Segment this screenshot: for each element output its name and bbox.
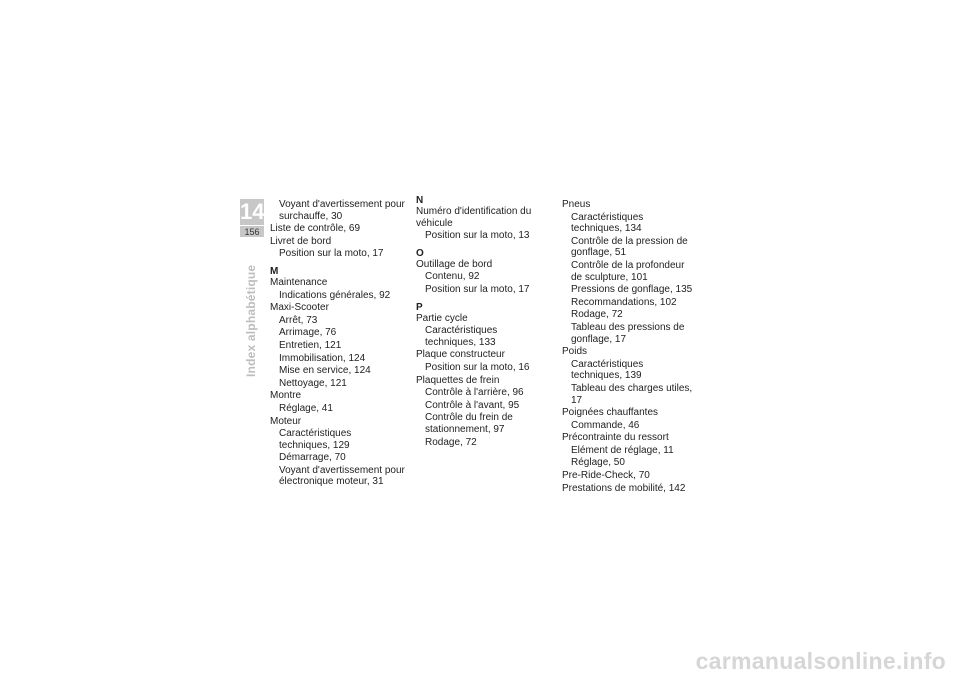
index-subentry: Rodage, 72: [571, 309, 623, 321]
index-entry: Pneus: [562, 199, 591, 210]
watermark: carmanualsonline.info: [695, 648, 946, 674]
index-subentry: Contrôle de la profondeur de sculpture, 101: [571, 259, 685, 283]
index-subentry: Position sur la moto, 16: [425, 361, 530, 373]
index-subentry: Elément de réglage, 11: [571, 444, 674, 456]
index-subentry: Mise en service, 124: [279, 365, 371, 377]
index-subentry: Position sur la moto, 17: [425, 283, 530, 295]
index-subentry: Caractéristiques techniques, 139: [571, 358, 644, 382]
index-subentry: Pressions de gonflage, 135: [571, 284, 693, 296]
index-letter-n: N: [416, 195, 424, 206]
index-subentry: Immobilisation, 124: [279, 352, 366, 364]
index-letter-p: P: [416, 301, 423, 313]
index-subentry: Contenu, 92: [425, 271, 480, 283]
index-entry: Partie cycle: [416, 312, 468, 324]
index-subentry: Voyant d'avertissement pour surchauffe, 30: [279, 199, 405, 222]
index-subentry: Contrôle à l'arrière, 96: [425, 387, 524, 399]
index-entry: Outillage de bord: [416, 258, 493, 270]
index-subentry: Entretien, 121: [279, 339, 342, 351]
index-entry: Livret de bord: [270, 235, 332, 247]
index-entry: Plaquettes de frein: [416, 374, 500, 386]
index-letter-o: O: [416, 247, 424, 259]
index-subentry: Arrimage, 76: [279, 327, 337, 339]
index-subentry: Position sur la moto, 17: [279, 248, 384, 260]
index-entry: Maintenance: [270, 276, 328, 288]
index-letter-m: M: [270, 265, 279, 277]
page-number: 156: [240, 225, 264, 238]
index-entry: Pre-Ride-Check, 70: [562, 470, 650, 482]
index-column-3: [562, 199, 697, 495]
index-subentry: Nettoyage, 121: [279, 377, 347, 389]
index-subentry: Caractéristiques techniques, 133: [425, 325, 498, 348]
index-subentry: Recommandations, 102: [571, 296, 677, 308]
index-entry: Moteur: [270, 415, 302, 427]
index-subentry: Tableau des charges utiles, 17: [571, 382, 693, 406]
section-title: Index alphabétique: [244, 264, 258, 377]
index-subentry: Tableau des pressions de gonflage, 17: [571, 321, 685, 345]
index-subentry: Caractéristiques techniques, 129: [279, 428, 352, 451]
index-column-2: [416, 195, 551, 449]
index-column-1: [270, 199, 405, 489]
index-entry: Prestations de mobilité, 142: [562, 482, 686, 494]
index-subentry: Contrôle du frein de stationnement, 97: [425, 412, 513, 435]
index-entry: Liste de contrôle, 69: [270, 223, 361, 235]
index-subentry: Commande, 46: [571, 419, 640, 431]
index-entry: Numéro d'identification du véhicule: [416, 206, 532, 229]
index-subentry: Rodage, 72: [425, 436, 477, 448]
chapter-number: 14: [240, 199, 265, 224]
index-subentry: Arrêt, 73: [279, 314, 318, 326]
index-subentry: Contrôle à l'avant, 95: [425, 399, 520, 411]
index-entry: Maxi-Scooter: [270, 302, 329, 314]
index-subentry: Position sur la moto, 13: [425, 230, 530, 242]
index-subentry: Caractéristiques techniques, 134: [571, 211, 644, 235]
index-entry: Plaque constructeur: [416, 349, 505, 361]
index-entry: Poignées chauffantes: [562, 407, 659, 419]
chapter-tab: [240, 199, 264, 237]
index-subentry: Voyant d'avertissement pour électronique moteur, 31: [279, 464, 405, 488]
index-entry: Poids: [562, 346, 588, 358]
index-subentry: Contrôle de la pression de gonflage, 51: [571, 235, 688, 259]
index-subentry: Indications générales, 92: [279, 289, 391, 301]
index-entry: Montre: [270, 390, 302, 402]
index-subentry: Démarrage, 70: [279, 452, 346, 464]
index-subentry: Réglage, 50: [571, 457, 625, 469]
index-entry: Précontrainte du ressort: [562, 432, 669, 444]
index-subentry: Réglage, 41: [279, 402, 333, 414]
